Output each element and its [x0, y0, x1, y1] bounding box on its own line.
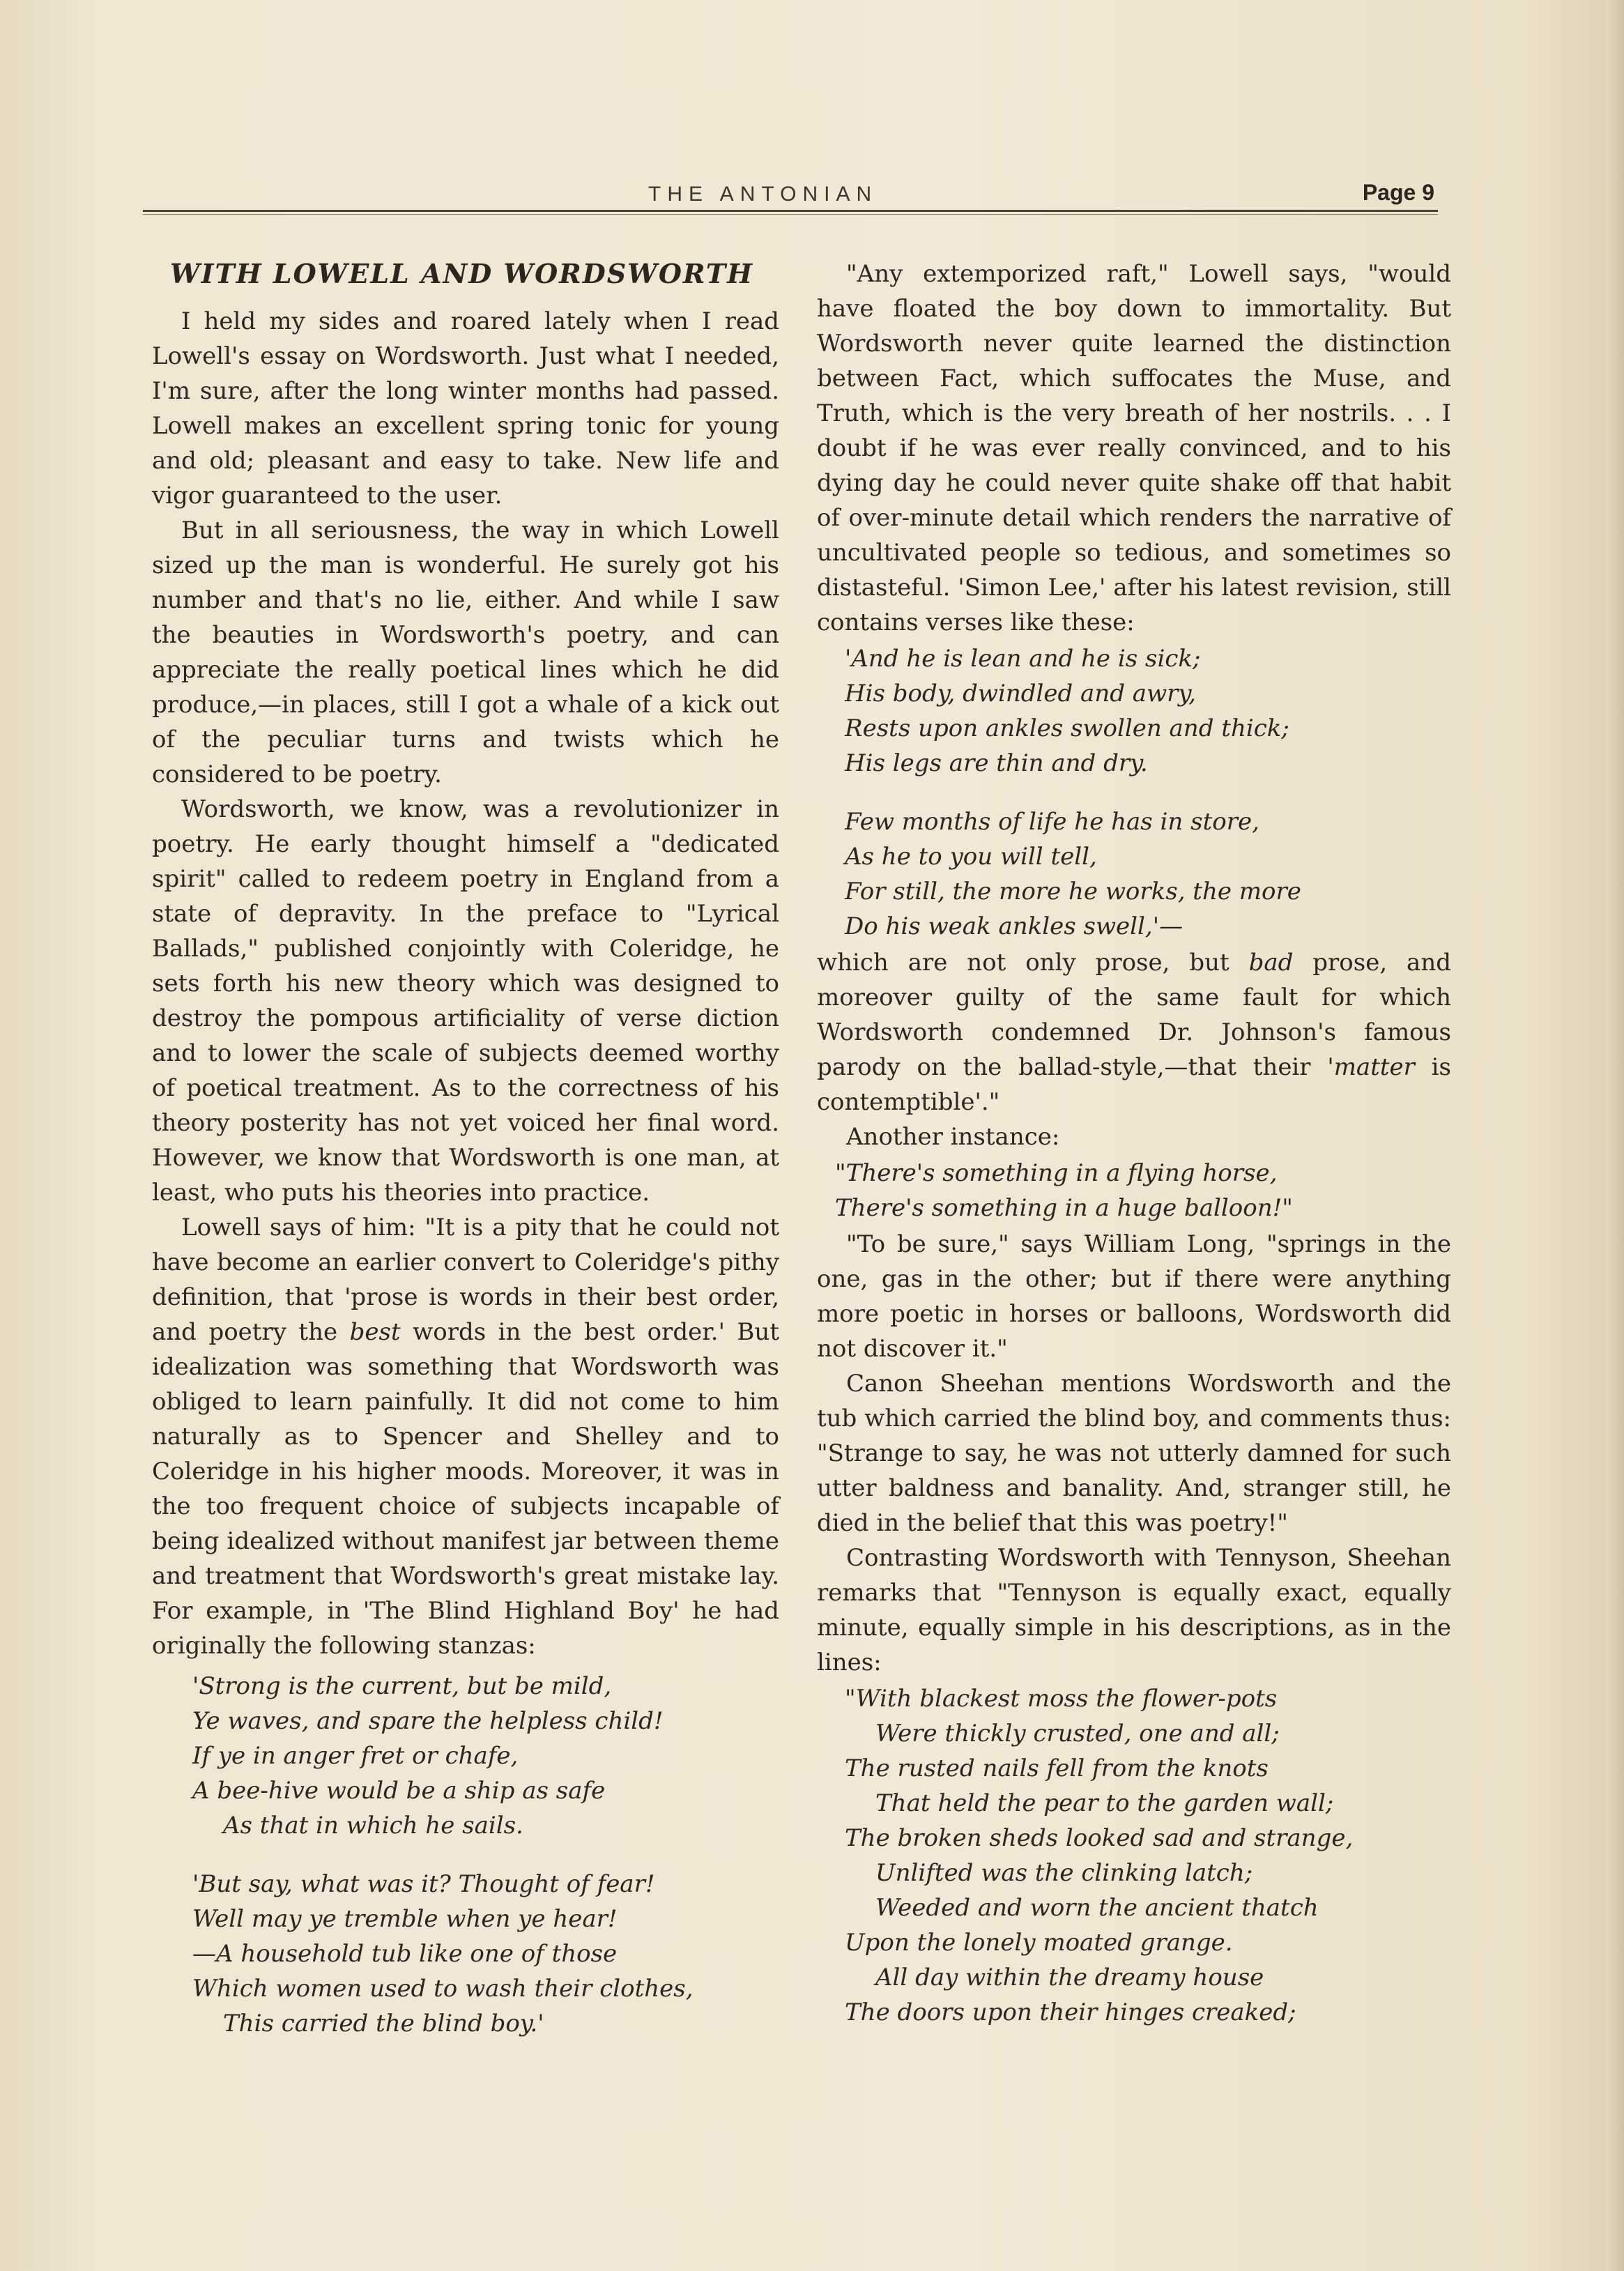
- verse-line: Few months of life he has in store,: [845, 808, 1259, 836]
- paragraph: I held my sides and roared lately when I read Lowell's essay on Wordsworth. Just what I needed, I'm sure, after the long winter months had passed. Lowell makes an excellent spring tonic for young and old; pleasant and easy to take. New life and vigor guaranteed to the user.: [152, 307, 779, 510]
- paragraph: Contrasting Wordsworth with Tennyson, Sheehan remarks that "Tennyson is equally exact, equally minute, equally simple in his descriptions, as in the lines:: [817, 1544, 1451, 1676]
- text-run: which are not only prose, but: [817, 949, 1249, 977]
- article-title: WITH LOWELL AND WORDSWORTH: [170, 258, 754, 289]
- verse-line: If ye in anger fret or chafe,: [192, 1742, 519, 1770]
- verse-line: For still, the more he works, the more: [845, 878, 1301, 905]
- verse-line: All day within the dreamy house: [875, 1964, 1264, 1991]
- paragraph: Wordsworth, we know, was a revolutionizer in poetry. He early thought himself a "dedicated spirit" called to redeem poetry in England from a state of depravity. In the preface to "Lyrical Ballads," published conjointly with Coleridge, he sets forth his new theory which was designed to destroy the pompous artificiality of verse diction and to lower the scale of subjects deemed worthy of poetical treatment. As to the correctness of his theory posterity has not yet voiced her final word. However, we know that Wordsworth is one man, at least, who puts his theories into practice.: [152, 795, 779, 1207]
- verse-line: That held the pear to the garden wall;: [875, 1789, 1334, 1817]
- verse-line: Ye waves, and spare the helpless child!: [192, 1707, 664, 1735]
- verse-line: "There's something in a flying horse,: [835, 1159, 1278, 1187]
- paragraph: But in all seriousness, the way in which Lowell sized up the man is wonderful. He surely got his number and that's no lie, either. And while I saw the beauties in Wordsworth's poetry, and can appreciate the really poetical lines which he did produce,—in places, still I got a whale of a kick out of the peculiar turns and twists which he considered to be poetry.: [152, 517, 779, 788]
- verse-line: Which women used to wash their clothes,: [192, 1975, 694, 2003]
- verse-line: Rests upon ankles swollen and thick;: [845, 714, 1289, 742]
- verse-line: Upon the lonely moated grange.: [845, 1929, 1233, 1957]
- running-title: THE ANTONIAN: [648, 183, 878, 206]
- verse-line: The rusted nails fell from the knots: [845, 1754, 1269, 1782]
- verse-line: A bee-hive would be a ship as safe: [192, 1777, 606, 1805]
- verse-line: —A household tub like one of those: [192, 1940, 618, 1968]
- verse-stanza: [192, 1867, 779, 2041]
- verse-line: 'And he is lean and he is sick;: [845, 645, 1201, 673]
- paragraph: Canon Sheehan mentions Wordsworth and the tub which carried the blind boy, and comments thus: "Strange to say, he was not utterly damned for such utter baldness and banality. And, stranger still, he died in the belief that this was poetry!": [817, 1370, 1451, 1537]
- page-edge: [1606, 0, 1624, 2271]
- text-run: prose, and moreover guilty of the same fault for which Wordsworth condemned Dr. Johnson's famous parody on the ballad-style,—that their ': [817, 949, 1451, 1081]
- emphasis: matter: [1333, 1053, 1415, 1081]
- text-run: Lowell says of him: "It is a pity that he could not have become an earlier convert to Coleridge's pithy definition, that 'prose is words in their best order, and poetry the: [152, 1214, 779, 1346]
- left-column: [152, 257, 779, 2042]
- verse-line: The broken sheds looked sad and strange,: [845, 1824, 1354, 1852]
- page-number: Page 9: [1362, 180, 1434, 205]
- paragraph: Another instance:: [846, 1123, 1060, 1151]
- verse-line: The doors upon their hinges creaked;: [845, 1998, 1296, 2026]
- paragraph: [152, 1210, 779, 1663]
- emphasis: best: [349, 1318, 401, 1346]
- right-column: [817, 257, 1451, 2031]
- verse-stanza: [845, 1681, 1451, 2030]
- verse-line: 'But say, what was it? Thought of fear!: [192, 1870, 655, 1898]
- stanza-gap: [152, 1844, 779, 1865]
- verse-line: "With blackest moss the flower-pots: [845, 1685, 1278, 1713]
- verse-line: Weeded and worn the ancient thatch: [875, 1894, 1319, 1922]
- header-rule: [143, 210, 1438, 215]
- verse-line: His legs are thin and dry.: [845, 749, 1148, 777]
- paragraph: [817, 945, 1451, 1119]
- verse-stanza: [845, 641, 1451, 781]
- verse-stanza: [835, 1156, 1451, 1225]
- paragraph: "Any extemporized raft," Lowell says, "would have floated the boy down to immortality. But Wordsworth never quite learned the distinction between Fact, which suffocates the Muse, and Truth, which is the very breath of her nostrils. . . I doubt if he was ever really convinced, and to his dying day he could never quite shake off that habit of over-minute detail which renders the narrative of uncultivated people so tedious, and sometimes so distasteful. 'Simon Lee,' after his latest revision, still contains verses like these:: [817, 260, 1451, 636]
- text-run: words in the best order.' But idealization was something that Wordsworth was obliged to learn painfully. It did not come to him naturally as to Spencer and Shelley and to Coleridge in his higher moods. Moreover, it was in the too frequent choice of subjects incapable of being idealized without manifest jar between theme and treatment that Wordsworth's great mistake lay. For example, in 'The Blind Highland Boy' he had originally the following stanzas:: [152, 1318, 779, 1660]
- stanza-gap: [817, 782, 1451, 803]
- verse-line: As that in which he sails.: [223, 1812, 523, 1840]
- verse-line: There's something in a huge balloon!": [835, 1194, 1293, 1222]
- emphasis: bad: [1248, 949, 1294, 977]
- verse-line: As he to you will tell,: [845, 843, 1097, 871]
- verse-line: This carried the blind boy.': [223, 2010, 544, 2037]
- verse-line: Do his weak ankles swell,'—: [845, 912, 1183, 940]
- verse-line: 'Strong is the current, but be mild,: [192, 1672, 612, 1700]
- text-run: is contemptible'.": [817, 1053, 1451, 1116]
- paragraph: "To be sure," says William Long, "springs in the one, gas in the other; but if there were anything more poetic in horses or balloons, Wordsworth did not discover it.": [817, 1230, 1451, 1363]
- verse-line: Were thickly crusted, one and all;: [875, 1720, 1280, 1748]
- verse-line: Well may ye tremble when ye hear!: [192, 1905, 618, 1933]
- verse-stanza: [845, 804, 1451, 944]
- verse-line: Unlifted was the clinking latch;: [875, 1859, 1253, 1887]
- verse-stanza: [192, 1669, 779, 1843]
- verse-line: His body, dwindled and awry,: [845, 680, 1196, 708]
